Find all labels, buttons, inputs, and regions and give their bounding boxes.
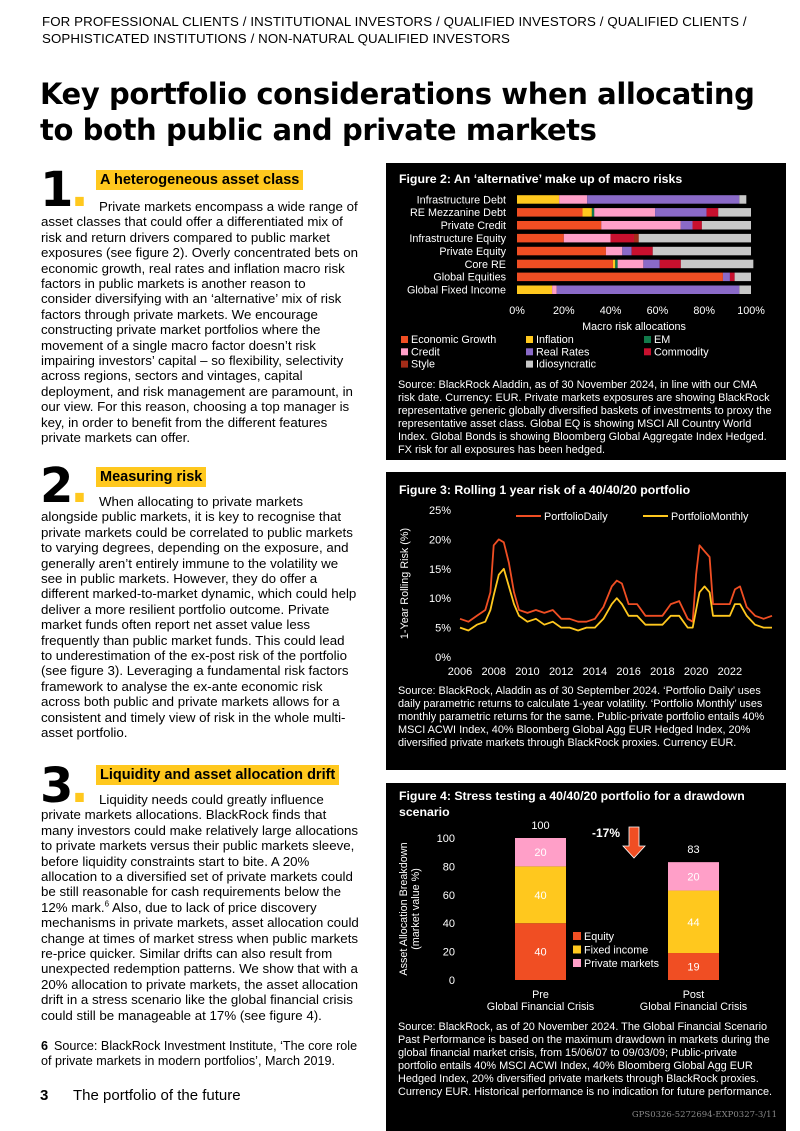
legend-swatch: [526, 348, 533, 355]
figure-3-title: Figure 3: Rolling 1 year risk of a 40/40/20 portfolio: [399, 483, 691, 497]
legend-swatch: [573, 946, 581, 954]
series-line-portfoliomonthly: [460, 569, 772, 631]
legend-swatch: [573, 932, 581, 940]
figure-4-panel: [386, 783, 786, 1131]
bar-category-label: Infrastructure Equity: [409, 232, 506, 245]
bar-category-label: Infrastructure Debt: [416, 194, 506, 207]
bar-segment: [587, 195, 739, 204]
legend-swatch: [526, 361, 533, 368]
bar-value-label: 40: [534, 946, 547, 959]
section-2-heading: Measuring risk: [96, 467, 206, 487]
bar-value-label: 40: [534, 889, 547, 902]
bar-segment: [730, 273, 735, 282]
figure-3-panel: [386, 472, 786, 770]
x-category-label: Global Financial Crisis: [639, 1001, 748, 1013]
figure-3-source: Source: BlackRock, Aladdin as of 30 September 2024. ‘Portfolio Daily’ uses daily parametric returns to calculate 1-year volatility. ‘Portfolio Monthly’ uses monthly parametric returns for the same. Public-private portfolio entails 40% MSCI ACWI Index, 40% Bloomberg Global Agg EUR Hedged Index, 20% diversified private markets through BlackRock proxies. Currency EUR.: [398, 685, 765, 750]
legend-label: Fixed income: [584, 944, 649, 957]
bar-segment: [557, 286, 740, 295]
legend-label: Real Rates: [536, 346, 590, 359]
bar-segment: [592, 208, 594, 217]
x-tick-label: 0%: [509, 305, 525, 318]
bar-segment: [601, 221, 681, 230]
y-tick-label: 5%: [435, 622, 451, 635]
disclaimer: FOR PROFESSIONAL CLIENTS / INSTITUTIONAL INVESTORS / QUALIFIED INVESTORS / QUALIFIED CLIENTS / SOPHISTICATED INSTITUTIONS / NON-NATURAL QUALIFIED INVESTORS: [42, 14, 747, 46]
figure-2-panel: [386, 163, 786, 460]
legend-label: Commodity: [654, 346, 709, 359]
bar-segment: [613, 260, 615, 269]
bar-category-label: RE Mezzanine Debt: [409, 207, 506, 220]
bar-segment: [615, 260, 617, 269]
x-tick-label: 2012: [548, 666, 574, 678]
figure-2-title: Figure 2: An ‘alternative’ make up of macro risks: [399, 172, 683, 186]
bar-category-label: Global Equities: [433, 271, 506, 284]
down-arrow-icon: [623, 827, 645, 858]
y-tick-label: 100: [436, 833, 455, 845]
bar-segment: [622, 247, 631, 256]
bar-value-label: 19: [687, 961, 700, 974]
x-tick-label: 2006: [447, 666, 473, 678]
bar-segment: [517, 221, 601, 230]
legend-label: PortfolioDaily: [544, 511, 608, 523]
x-tick-label: 60%: [646, 305, 669, 318]
x-tick-label: 2016: [616, 666, 641, 678]
bar-segment: [653, 247, 751, 256]
x-axis-label: Macro risk allocations: [582, 321, 686, 334]
bar-category-label: Private Equity: [439, 245, 506, 258]
footnote-ref: 6: [104, 899, 110, 909]
bar-segment: [702, 221, 751, 230]
section-3-number: 3.: [40, 758, 86, 814]
legend-label: Style: [411, 358, 436, 371]
bar-segment: [632, 247, 653, 256]
bar-segment: [517, 234, 564, 243]
bar-value-label: 20: [534, 847, 547, 860]
bar-segment: [517, 247, 606, 256]
legend-swatch: [644, 336, 651, 343]
bar-segment: [594, 208, 655, 217]
publication-title: The portfolio of the future: [73, 1087, 241, 1104]
y-axis-label: (market value %): [410, 868, 422, 950]
section-3-body: Liquidity needs could greatly influence private markets allocations. BlackRock finds that many investors could make relatively large allocations to private markets versus their public markets sleeve, before liquidity constraints start to bite. A 20% allocation to a diversified set of private markets could be still reasonable for cash requirements below the 12% mark.$^6$ Also, due to lack of price discovery mechanisms in private markets, asset allocation could change at times of market stress when public markets re-price quicker. Similar drifts can also result from unexpected redemption patterns. We show that with a 20% allocation to private markets, the asset allocation drift in a stress scenario like the global financial crisis could still be manageable at 17% (see figure 4).: [41, 792, 359, 1023]
bar-segment: [707, 208, 719, 217]
section-1-heading: A heterogeneous asset class: [96, 170, 303, 190]
legend-label: Inflation: [536, 334, 574, 346]
x-tick-label: 2008: [481, 666, 506, 678]
document-id: GPS0326-5272694-EXP0327-3/11: [631, 1110, 777, 1120]
x-tick-label: 100%: [737, 305, 765, 318]
x-tick-label: 40%: [599, 305, 622, 318]
y-tick-label: 20: [442, 946, 455, 959]
bar-segment: [739, 286, 751, 295]
y-tick-label: 15%: [428, 563, 451, 576]
x-category-label: Pre: [532, 989, 549, 1001]
section-3-heading: Liquidity and asset allocation drift: [96, 765, 339, 785]
bar-total-label: 100: [531, 820, 550, 832]
legend-label: PortfolioMonthly: [671, 511, 749, 523]
section-1-number: 1.: [40, 162, 86, 218]
y-tick-label: 40: [442, 918, 455, 931]
figure-4-source: Source: BlackRock, as of 20 November 2024. The Global Financial Scenario Past Performance is based on the maximum drawdown in markets during the global financial market crisis, from 15/06/07 to 09/03/09; Public-private portfolio entails 40% MSCI ACWI Index, 40% Bloomberg Global Agg EUR Hedged Index, 20% diversified private markets through BlackRock proxies. Currency EUR. Historical performance is no indication for future performance.: [398, 1021, 773, 1099]
y-tick-label: 80: [442, 861, 455, 874]
x-tick-label: 2014: [582, 666, 608, 678]
footnote: 6 Source: BlackRock Investment Institute, ‘The core role of private markets in modern portfolios’, March 2019.: [41, 1039, 358, 1069]
bar-segment: [606, 247, 622, 256]
figure-3-chart: [386, 500, 786, 685]
bar-segment: [739, 195, 746, 204]
bar-category-label: Global Fixed Income: [406, 284, 506, 297]
legend-label: Private markets: [584, 958, 659, 970]
legend-label: Economic Growth: [411, 334, 497, 346]
bar-segment: [517, 208, 583, 217]
section-2-body: When allocating to private markets alongside public markets, it is key to recognise that private markets could be correlated to public markets to varying degrees, depending on the exposure, and generally aren’t entirely immune to the volatility we see in public markets. However, they do offer a different marked-to-market dynamic, which could help deliver a more resilient portfolio outcome. Private market funds often report net asset value less frequently than public market funds. This could lead to underestimation of the ex-post risk of the portfolio (see figure 3). Leveraging a fundamental risk factors framework to analyse the ex-ante economic risk across both public and private markets allows for a consistent and timely view of risk in the whole multi-asset portfolio.: [41, 494, 357, 741]
y-axis-label: Asset Allocation Breakdown: [398, 842, 410, 976]
y-tick-label: 20%: [428, 534, 451, 547]
bar-segment: [517, 273, 723, 282]
bar-segment: [681, 260, 754, 269]
bar-segment: [723, 273, 730, 282]
x-category-label: Post: [682, 989, 705, 1001]
bar-category-label: Core RE: [464, 258, 506, 271]
y-tick-label: 0: [448, 975, 455, 987]
bar-segment: [643, 260, 659, 269]
legend-label: Equity: [584, 931, 615, 943]
legend-swatch: [401, 336, 408, 343]
bar-segment: [693, 221, 702, 230]
bar-segment: [735, 273, 751, 282]
x-tick-label: 2018: [650, 666, 675, 678]
legend-label: Credit: [411, 346, 440, 359]
figure-4-chart: [386, 815, 786, 1020]
bar-segment: [517, 260, 613, 269]
bar-segment: [611, 234, 634, 243]
legend-label: Idiosyncratic: [536, 358, 597, 371]
y-tick-label: 60: [442, 889, 455, 902]
bar-value-label: 20: [687, 871, 700, 884]
legend-swatch: [526, 336, 533, 343]
bar-segment: [718, 208, 751, 217]
y-axis-label: 1-Year Rolling Risk (%): [399, 527, 411, 640]
figure-4-title: Figure 4: Stress testing a 40/40/20 portfolio for a drawdown scenario: [399, 789, 745, 819]
legend-swatch: [401, 361, 408, 368]
x-tick-label: 2022: [717, 666, 743, 678]
page-number: 3: [40, 1087, 49, 1104]
legend-swatch: [401, 348, 408, 355]
legend-swatch: [644, 348, 651, 355]
x-tick-label: 80%: [693, 305, 716, 318]
y-tick-label: 25%: [428, 505, 451, 517]
x-tick-label: 2020: [683, 666, 709, 678]
legend-label: EM: [654, 334, 671, 346]
figure-2-chart: [386, 188, 786, 393]
bar-segment: [517, 195, 559, 204]
y-tick-label: 0%: [435, 652, 451, 664]
bar-segment: [639, 234, 751, 243]
bar-segment: [618, 260, 644, 269]
bar-segment: [517, 286, 552, 295]
bar-value-label: 44: [687, 916, 700, 929]
legend-swatch: [573, 959, 581, 967]
drawdown-annotation: -17%: [591, 826, 621, 840]
bar-category-label: Private Credit: [440, 220, 506, 233]
bar-segment: [559, 195, 587, 204]
bar-segment: [552, 286, 557, 295]
bar-segment: [681, 221, 693, 230]
x-tick-label: 20%: [552, 305, 575, 318]
y-tick-label: 10%: [428, 593, 451, 606]
figure-2-source: Source: BlackRock Aladdin, as of 30 November 2024, in line with our CMA risk date. Currency: EUR. Private markets exposures are showing BlackRock representative generic globally diversified baskets of investments to proxy the representative asset class. Global EQ is showing MSCI All Country World Index. Global Bonds is showing Bloomberg Global Aggregate Index Hedged. FX risk for all exposures has been hedged.: [398, 379, 772, 457]
section-1-body: Private markets encompass a wide range of asset classes that could offer a differentiated mix of risk and return drivers compared to public market exposures (see figure 2). Overly concentrated bets on economic growth, real rates and inflation macro risk factors in public markets is another reason to consider diversifying with an ‘alternative’ mix of risk factors through private markets. We encourage constructing private market portfolios where the movement of a single macro factor doesn’t risk impairing investors’ capital – so flexibility, selectivity across regions, sectors and vintages, capital deployment, and risk management are paramount, in our view. For this reason, choosing a top manager is key, in order to benefit from the different features private markets can offer.: [41, 199, 359, 446]
page-title: Key portfolio considerations when allocating to both public and private markets: [40, 77, 755, 147]
bar-segment: [655, 208, 706, 217]
x-tick-label: 2010: [515, 666, 540, 678]
bar-segment: [660, 260, 681, 269]
bar-segment: [583, 208, 592, 217]
section-2-number: 2.: [40, 458, 86, 514]
x-category-label: Global Financial Crisis: [486, 1001, 595, 1013]
bar-segment: [634, 234, 639, 243]
bar-segment: [564, 234, 611, 243]
bar-total-label: 83: [687, 844, 700, 857]
